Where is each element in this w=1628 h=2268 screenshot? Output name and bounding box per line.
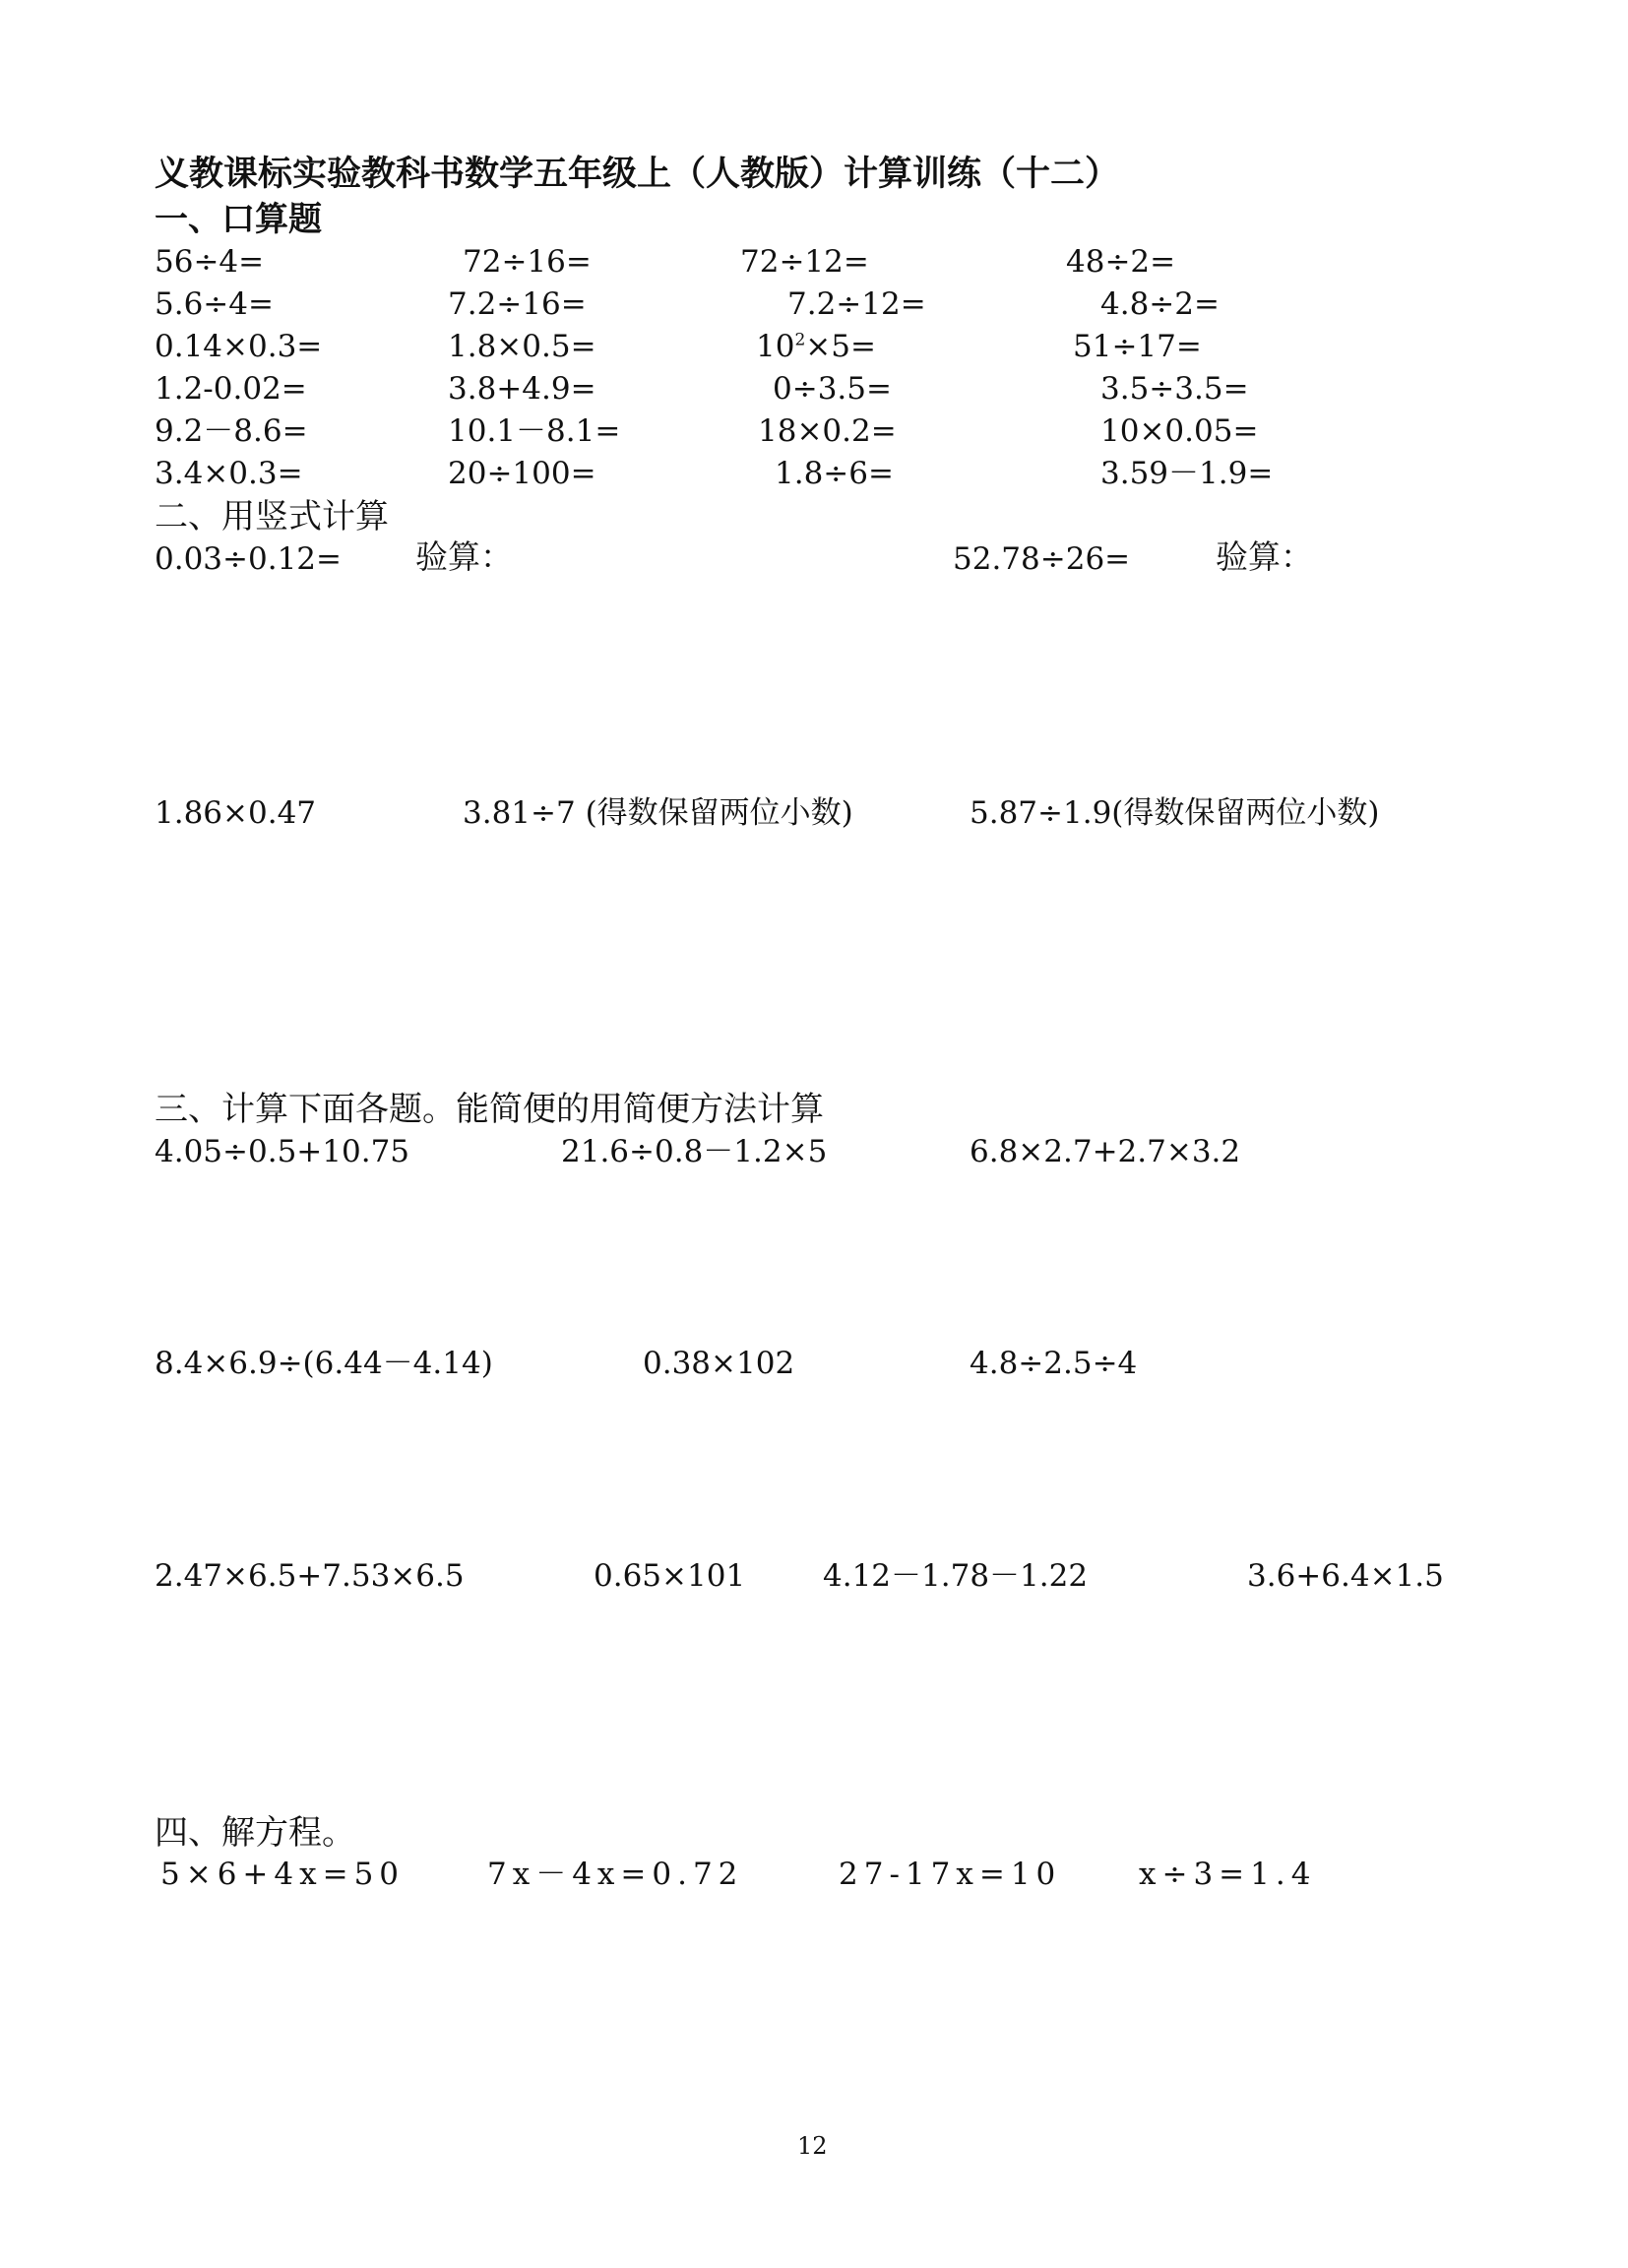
oral-problem: 0÷3.5= bbox=[773, 371, 892, 407]
vertical-problem: 1.86×0.47 bbox=[155, 795, 317, 831]
power-base: 10 bbox=[756, 329, 795, 364]
expression-problem: 0.38×102 bbox=[643, 1346, 795, 1381]
oral-problem: 3.59－1.9= bbox=[1100, 456, 1274, 491]
oral-problem: 20÷100= bbox=[448, 456, 596, 491]
vertical-problem: 3.81÷7 (得数保留两位小数) bbox=[463, 795, 853, 831]
oral-problem: 5.6÷4= bbox=[155, 286, 274, 322]
oral-problem: 72÷16= bbox=[463, 244, 592, 280]
oral-problem: 10×0.05= bbox=[1100, 413, 1259, 449]
oral-problem: 7.2÷12= bbox=[787, 286, 926, 322]
oral-problem: 1.8×0.5= bbox=[448, 329, 596, 364]
oral-problem: 9.2－8.6= bbox=[155, 413, 308, 449]
section-heading-2: 二、用竖式计算 bbox=[155, 497, 389, 536]
oral-problem: 0.14×0.3= bbox=[155, 329, 323, 364]
expression-problem: 6.8×2.7+2.7×3.2 bbox=[970, 1134, 1241, 1169]
expression-problem: 4.12－1.78－1.22 bbox=[823, 1558, 1089, 1594]
check-label: 验算： bbox=[415, 537, 513, 576]
oral-problem: 1.8÷6= bbox=[775, 456, 894, 491]
vertical-problem: 0.03÷0.12= bbox=[155, 541, 342, 577]
oral-problem: 1.2-0.02= bbox=[155, 371, 307, 407]
oral-problem: 18×0.2= bbox=[758, 413, 897, 449]
expression-problem: 4.05÷0.5+10.75 bbox=[155, 1134, 410, 1169]
section-heading-3: 三、计算下面各题。能简便的用简便方法计算 bbox=[155, 1090, 824, 1129]
oral-problem: 48÷2= bbox=[1066, 244, 1176, 280]
vertical-problem: 5.87÷1.9(得数保留两位小数) bbox=[970, 795, 1380, 831]
vertical-problem: 52.78÷26= bbox=[953, 541, 1131, 577]
check-label: 验算： bbox=[1216, 537, 1313, 576]
section-heading-1: 一、口算题 bbox=[155, 200, 322, 239]
page-title: 义教课标实验教科书数学五年级上（人教版）计算训练（十二） bbox=[155, 154, 1120, 194]
oral-problem: 3.5÷3.5= bbox=[1100, 371, 1249, 407]
oral-problem: 72÷12= bbox=[740, 244, 869, 280]
oral-problem: 3.4×0.3= bbox=[155, 456, 303, 491]
equation-problem: 27-17x=10 bbox=[839, 1857, 1062, 1892]
expression-problem: 4.8÷2.5÷4 bbox=[970, 1346, 1138, 1381]
oral-problem: 4.8÷2= bbox=[1100, 286, 1220, 322]
expression-problem: 0.65×101 bbox=[594, 1558, 746, 1594]
power-exponent: 2 bbox=[794, 330, 806, 350]
oral-problem: 7.2÷16= bbox=[448, 286, 587, 322]
oral-problem: 51÷17= bbox=[1073, 329, 1202, 364]
oral-problem: 10.1－8.1= bbox=[448, 413, 621, 449]
equation-problem: 7x－4x=0.72 bbox=[487, 1857, 744, 1892]
oral-problem: $10^2\times 5=$ bbox=[756, 329, 876, 364]
oral-problem: 3.8+4.9= bbox=[448, 371, 596, 407]
section-heading-4: 四、解方程。 bbox=[155, 1813, 355, 1853]
equation-problem: x÷3=1.4 bbox=[1139, 1857, 1317, 1892]
oral-problem: 56÷4= bbox=[155, 244, 265, 280]
equation-problem: 5×6+4x=50 bbox=[160, 1857, 406, 1892]
page-number: 12 bbox=[797, 2132, 828, 2160]
expression-problem: 21.6÷0.8－1.2×5 bbox=[561, 1134, 828, 1169]
expression-problem: 3.6+6.4×1.5 bbox=[1247, 1558, 1444, 1594]
expression-problem: 8.4×6.9÷(6.44－4.14) bbox=[155, 1346, 493, 1381]
expression-problem: 2.47×6.5+7.53×6.5 bbox=[155, 1558, 465, 1594]
